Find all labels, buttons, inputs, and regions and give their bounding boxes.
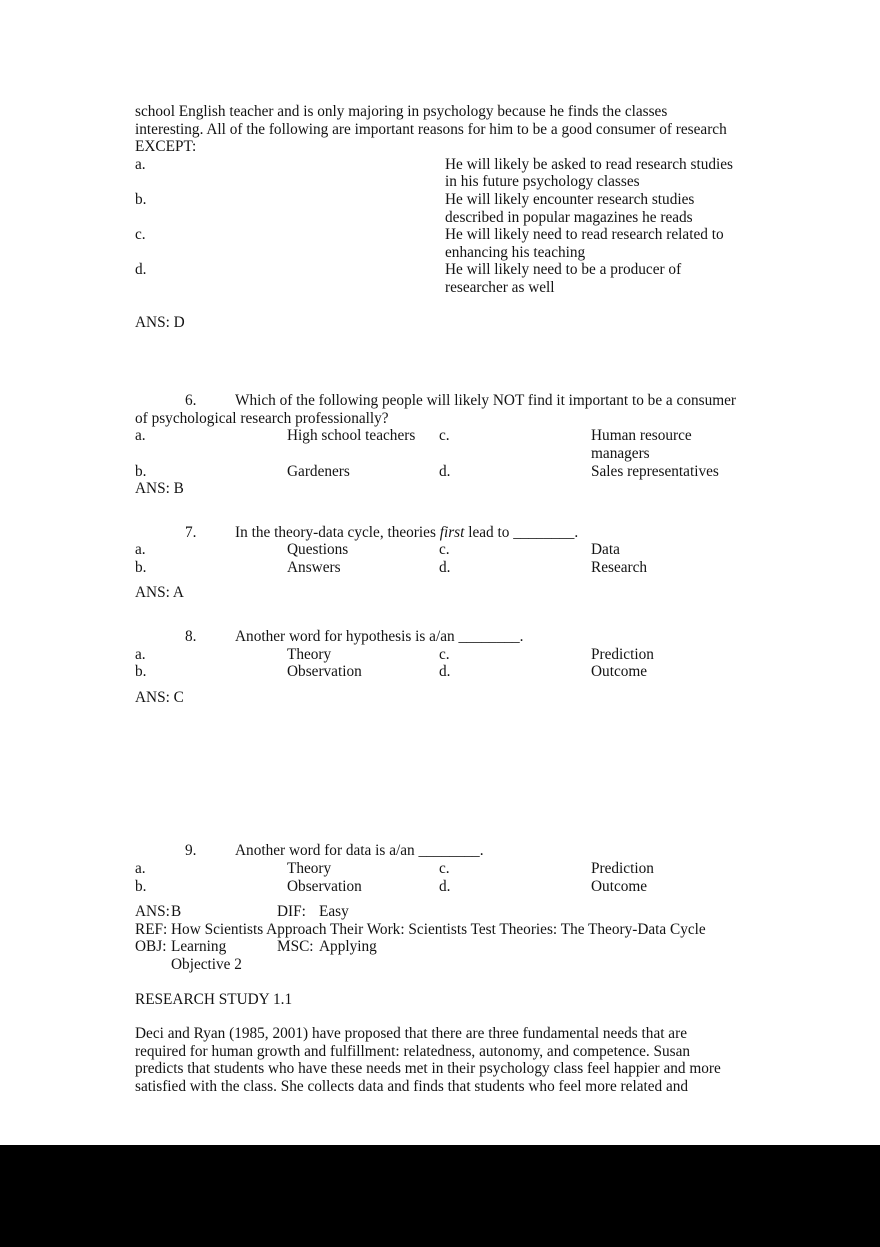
option-label: c.	[439, 427, 450, 445]
msc-key: MSC:	[277, 938, 314, 956]
option-row	[135, 156, 739, 191]
metadata-row-obj	[135, 938, 739, 973]
question-7-options	[135, 541, 739, 576]
question-text: Which of the following people will likely NOT find it important to be a consumer of psychological research professionally?	[135, 392, 737, 427]
question-8-answer: ANS: C	[135, 688, 184, 706]
option-text: Theory	[287, 860, 332, 878]
question-number: 8.	[185, 628, 197, 646]
option-label: a.	[135, 155, 146, 173]
question-8-stem	[135, 628, 739, 646]
option-text: He will likely be asked to read research studies in his future psychology classes	[445, 155, 733, 191]
option-text: Human resource managers	[591, 427, 692, 462]
option-row	[135, 860, 739, 878]
question-7-stem	[135, 524, 739, 542]
msc-value: Applying	[319, 938, 377, 956]
question-number: 9.	[185, 842, 197, 860]
question-9-metadata	[135, 903, 739, 973]
option-text: Observation	[287, 663, 362, 681]
intro-paragraph: school English teacher and is only majoring in psychology because he finds the classes interesting. All of the following are important reasons for him to be a good consumer of research EXCEPT:	[135, 103, 727, 156]
dif-key: DIF:	[277, 903, 306, 921]
option-row	[135, 559, 739, 577]
option-row	[135, 261, 739, 296]
ans-value: B	[171, 903, 182, 921]
obj-value: Learning Objective 2	[171, 938, 242, 973]
research-study-heading: RESEARCH STUDY 1.1	[135, 990, 293, 1008]
option-row	[135, 541, 739, 559]
question-number: 7.	[185, 523, 197, 541]
question-number: 6.	[185, 392, 197, 410]
question-9-stem	[135, 842, 739, 860]
option-label: b.	[135, 877, 147, 895]
option-text: Questions	[287, 541, 349, 559]
option-text: Outcome	[591, 663, 648, 681]
page-bottom-black-bar	[0, 1145, 880, 1247]
option-text: Gardeners	[287, 462, 350, 480]
option-label: a.	[135, 541, 146, 559]
option-text: Outcome	[591, 877, 648, 895]
option-text: Answers	[287, 558, 341, 576]
metadata-row-ref	[135, 921, 739, 939]
question-8-options	[135, 646, 739, 681]
option-text: Observation	[287, 877, 362, 895]
intro-options-table	[135, 156, 739, 297]
option-row	[135, 646, 739, 664]
option-label: d.	[439, 663, 451, 681]
question-6-options	[135, 427, 739, 480]
option-text: Prediction	[591, 645, 654, 663]
option-label: c.	[135, 226, 146, 244]
option-label: a.	[135, 860, 146, 878]
ans-key: ANS:	[135, 903, 170, 921]
intro-answer: ANS: D	[135, 313, 185, 331]
question-text-after-italic: lead to ________.	[464, 523, 579, 541]
option-row	[135, 878, 739, 896]
option-label: d.	[439, 558, 451, 576]
option-text: He will likely need to read research related to enhancing his teaching	[445, 226, 724, 261]
option-label: a.	[135, 645, 146, 663]
ref-key: REF:	[135, 920, 168, 938]
option-label: b.	[135, 462, 147, 480]
question-text-before-italic: In the theory-data cycle, theories	[235, 523, 440, 541]
option-text: Theory	[287, 645, 332, 663]
question-9-options	[135, 860, 739, 895]
option-row	[135, 463, 739, 481]
obj-key: OBJ:	[135, 938, 167, 956]
option-label: d.	[439, 877, 451, 895]
question-text-italic: first	[439, 523, 465, 541]
question-7-answer: ANS: A	[135, 584, 184, 602]
option-label: b.	[135, 558, 147, 576]
option-text: Prediction	[591, 860, 654, 878]
metadata-row-ans	[135, 903, 739, 921]
option-label: a.	[135, 427, 146, 445]
research-study-body: Deci and Ryan (1985, 2001) have proposed that there are three fundamental needs that are required for human growth and fulfillment: relatedness, autonomy, and competence. Susan predicts that students who have these needs met in their psychology class feel happier and more satisfied with the class. She collects data and finds that students who feel more related and	[135, 1025, 721, 1095]
option-row	[135, 427, 739, 462]
option-row	[135, 226, 739, 261]
option-row	[135, 663, 739, 681]
option-label: c.	[439, 541, 450, 559]
option-label: d.	[135, 261, 147, 279]
option-text: He will likely need to be a producer of researcher as well	[445, 261, 682, 296]
question-text: Another word for hypothesis is a/an ________.	[235, 628, 524, 646]
option-label: d.	[439, 462, 451, 480]
option-text: High school teachers	[287, 427, 416, 445]
option-text: Research	[591, 558, 648, 576]
dif-value: Easy	[319, 903, 349, 921]
option-row	[135, 191, 739, 226]
option-text: Sales representatives	[591, 462, 719, 480]
option-label: c.	[439, 860, 450, 878]
option-label: b.	[135, 190, 147, 208]
option-label: c.	[439, 645, 450, 663]
option-label: b.	[135, 663, 147, 681]
option-text: He will likely encounter research studies described in popular magazines he reads	[445, 190, 695, 226]
option-text: Data	[591, 541, 620, 559]
ref-value: How Scientists Approach Their Work: Scientists Test Theories: The Theory-Data Cycle	[171, 920, 706, 938]
question-6-stem	[135, 392, 739, 427]
question-6-answer: ANS: B	[135, 480, 184, 498]
page-content	[135, 103, 739, 1096]
question-text: Another word for data is a/an ________.	[235, 842, 484, 860]
